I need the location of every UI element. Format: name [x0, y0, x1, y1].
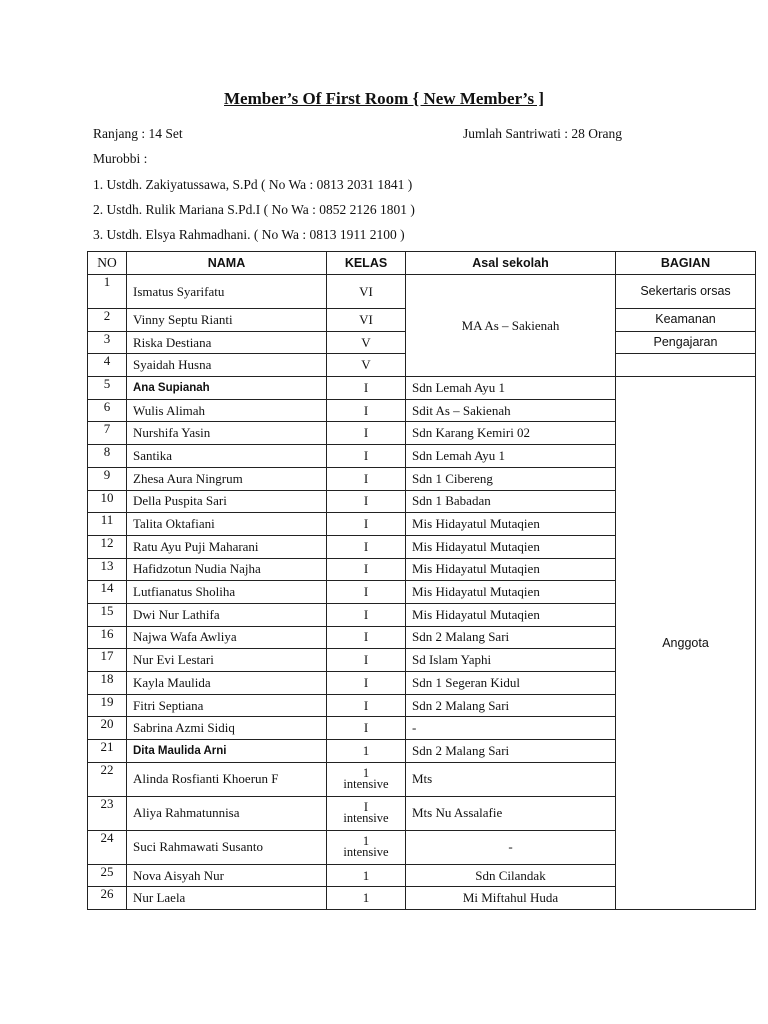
- row-asal-sekolah: Mis Hidayatul Mutaqien: [406, 581, 616, 604]
- row-no: 19: [88, 694, 127, 717]
- row-kelas: I: [327, 649, 406, 672]
- row-kelas: I: [327, 490, 406, 513]
- row-no: 1: [88, 275, 127, 309]
- row-nama: Santika: [127, 445, 327, 468]
- row-bagian: Keamanan: [616, 309, 756, 332]
- row-no: 14: [88, 581, 127, 604]
- row-no: 10: [88, 490, 127, 513]
- row-kelas: V: [327, 354, 406, 377]
- row-asal-sekolah: Mts: [406, 762, 616, 796]
- row-kelas: I: [327, 694, 406, 717]
- row-nama: Dita Maulida Arni: [127, 740, 327, 763]
- row-no: 3: [88, 331, 127, 354]
- row-kelas: I: [327, 626, 406, 649]
- row-kelas: [327, 830, 406, 864]
- row-nama: Kayla Maulida: [127, 672, 327, 695]
- document-title: Member’s Of First Room { New Member’s ]: [224, 89, 544, 108]
- row-kelas: VI: [327, 275, 406, 309]
- row-nama: Lutfianatus Sholiha: [127, 581, 327, 604]
- table-row: [88, 377, 756, 400]
- row-asal-sekolah: Mis Hidayatul Mutaqien: [406, 535, 616, 558]
- row-kelas: VI: [327, 309, 406, 332]
- row-asal-sekolah: Sdn 1 Segeran Kidul: [406, 672, 616, 695]
- row-asal-sekolah: Mi Miftahul Huda: [406, 887, 616, 910]
- row-bagian: Sekertaris orsas: [616, 275, 756, 309]
- kelas-level: I: [363, 800, 369, 815]
- header-asal-sekolah: Asal sekolah: [406, 252, 616, 275]
- row-asal-sekolah: Sdn 1 Babadan: [406, 490, 616, 513]
- row-nama: Hafidzotun Nudia Najha: [127, 558, 327, 581]
- row-nama: Syaidah Husna: [127, 354, 327, 377]
- row-kelas: I: [327, 399, 406, 422]
- row-no: 11: [88, 513, 127, 536]
- row-no: 21: [88, 740, 127, 763]
- row-asal-sekolah: Sdn Lemah Ayu 1: [406, 445, 616, 468]
- header-nama: NAMA: [127, 252, 327, 275]
- row-kelas: I: [327, 377, 406, 400]
- row-nama: Nur Evi Lestari: [127, 649, 327, 672]
- ranjang-text: Ranjang : 14 Set: [93, 126, 183, 141]
- row-no: 5: [88, 377, 127, 400]
- row-no: 12: [88, 535, 127, 558]
- kelas-intensive: intensive: [343, 845, 389, 860]
- row-nama: Aliya Rahmatunnisa: [127, 796, 327, 830]
- table-header-row: [88, 252, 756, 275]
- row-kelas: 1: [327, 740, 406, 763]
- row-kelas: I: [327, 603, 406, 626]
- row-no: 6: [88, 399, 127, 422]
- row-bagian: Pengajaran: [616, 331, 756, 354]
- row-nama: Suci Rahmawati Susanto: [127, 830, 327, 864]
- row-nama: Fitri Septiana: [127, 694, 327, 717]
- row-no: 22: [88, 762, 127, 796]
- row-no: 25: [88, 864, 127, 887]
- row-kelas: V: [327, 331, 406, 354]
- row-asal-sekolah: Sdn Karang Kemiri 02: [406, 422, 616, 445]
- row-kelas: I: [327, 513, 406, 536]
- row-no: 26: [88, 887, 127, 910]
- row-asal-sekolah: Sdn 2 Malang Sari: [406, 694, 616, 717]
- row-nama: Della Puspita Sari: [127, 490, 327, 513]
- row-kelas: 1: [327, 887, 406, 910]
- row-nama: Ana Supianah: [127, 377, 327, 400]
- row-kelas: I: [327, 581, 406, 604]
- row-no: 8: [88, 445, 127, 468]
- row-nama: Alinda Rosfianti Khoerun F: [127, 762, 327, 796]
- row-kelas: [327, 796, 406, 830]
- row-kelas: I: [327, 467, 406, 490]
- row-no: 18: [88, 672, 127, 695]
- row-asal-sekolah: Mts Nu Assalafie: [406, 796, 616, 830]
- kelas-intensive: intensive: [343, 811, 389, 826]
- row-asal-sekolah: Mis Hidayatul Mutaqien: [406, 558, 616, 581]
- row-kelas: I: [327, 672, 406, 695]
- murobbi-item: 3. Ustdh. Elsya Rahmadhani. ( No Wa : 0813 1911 2100 ): [93, 227, 405, 242]
- row-asal-sekolah: Sdn Cilandak: [406, 864, 616, 887]
- row-nama: Sabrina Azmi Sidiq: [127, 717, 327, 740]
- header-no: NO: [88, 252, 127, 275]
- row-no: 23: [88, 796, 127, 830]
- row-kelas: I: [327, 717, 406, 740]
- row-asal-sekolah-merged: MA As – Sakienah: [406, 275, 616, 377]
- row-nama: Riska Destiana: [127, 331, 327, 354]
- kelas-level: 1: [362, 834, 370, 849]
- row-nama: Talita Oktafiani: [127, 513, 327, 536]
- row-no: 15: [88, 603, 127, 626]
- murobbi-item: 1. Ustdh. Zakiyatussawa, S.Pd ( No Wa : 0813 2031 1841 ): [93, 177, 413, 192]
- row-nama: Nur Laela: [127, 887, 327, 910]
- row-bagian: [616, 354, 756, 377]
- row-no: 16: [88, 626, 127, 649]
- row-asal-sekolah: Sdn 1 Cibereng: [406, 467, 616, 490]
- row-asal-sekolah: Sdit As – Sakienah: [406, 399, 616, 422]
- row-asal-sekolah: Sd Islam Yaphi: [406, 649, 616, 672]
- row-bagian-anggota: Anggota: [616, 377, 756, 910]
- row-asal-sekolah: Sdn 2 Malang Sari: [406, 626, 616, 649]
- row-nama: Najwa Wafa Awliya: [127, 626, 327, 649]
- kelas-level: 1: [362, 766, 370, 781]
- row-no: 13: [88, 558, 127, 581]
- murobbi-item: 2. Ustdh. Rulik Mariana S.Pd.I ( No Wa : 0852 2126 1801 ): [93, 202, 415, 217]
- row-no: 9: [88, 467, 127, 490]
- row-nama: Wulis Alimah: [127, 399, 327, 422]
- kelas-intensive: intensive: [343, 777, 389, 792]
- row-no: 20: [88, 717, 127, 740]
- row-kelas: [327, 762, 406, 796]
- row-no: 7: [88, 422, 127, 445]
- row-no: 4: [88, 354, 127, 377]
- row-nama: Ismatus Syarifatu: [127, 275, 327, 309]
- members-table: [87, 251, 756, 910]
- row-nama: Vinny Septu Rianti: [127, 309, 327, 332]
- row-kelas: 1: [327, 864, 406, 887]
- row-nama: Dwi Nur Lathifa: [127, 603, 327, 626]
- row-no: 24: [88, 830, 127, 864]
- row-nama: Zhesa Aura Ningrum: [127, 467, 327, 490]
- row-asal-sekolah: -: [406, 830, 616, 864]
- row-kelas: I: [327, 558, 406, 581]
- row-kelas: I: [327, 445, 406, 468]
- header-kelas: KELAS: [327, 252, 406, 275]
- table-row: [88, 275, 756, 309]
- row-asal-sekolah: Sdn 2 Malang Sari: [406, 740, 616, 763]
- row-kelas: I: [327, 535, 406, 558]
- row-nama: Ratu Ayu Puji Maharani: [127, 535, 327, 558]
- row-asal-sekolah: Mis Hidayatul Mutaqien: [406, 513, 616, 536]
- row-asal-sekolah: Sdn Lemah Ayu 1: [406, 377, 616, 400]
- row-nama: Nova Aisyah Nur: [127, 864, 327, 887]
- row-no: 2: [88, 309, 127, 332]
- murobbi-label: Murobbi :: [93, 151, 148, 166]
- row-kelas: I: [327, 422, 406, 445]
- row-no: 17: [88, 649, 127, 672]
- row-nama: Nurshifa Yasin: [127, 422, 327, 445]
- row-asal-sekolah: Mis Hidayatul Mutaqien: [406, 603, 616, 626]
- row-asal-sekolah: -: [406, 717, 616, 740]
- jumlah-santriwati-text: Jumlah Santriwati : 28 Orang: [463, 126, 622, 141]
- header-bagian: BAGIAN: [616, 252, 756, 275]
